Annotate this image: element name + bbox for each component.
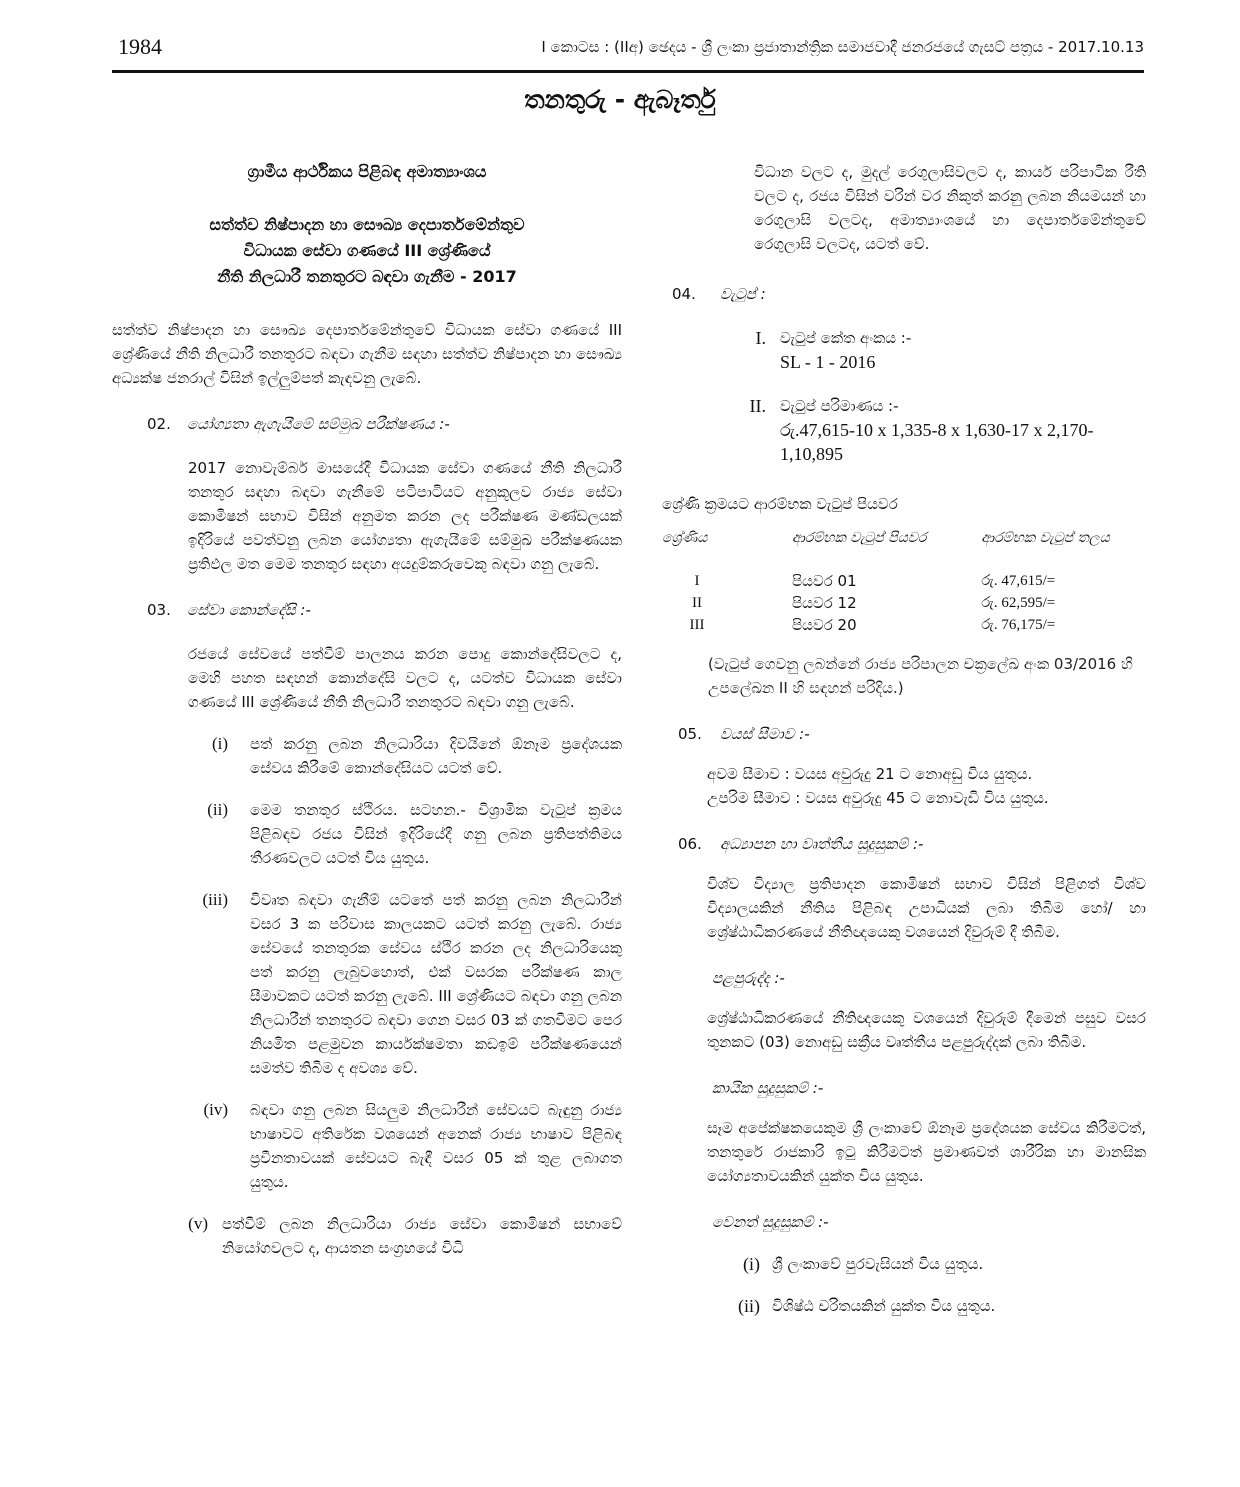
page-header — [112, 30, 1144, 73]
age-max: උපරිම සීමාව : වයස අවුරුදු 45 ට නොවැඩි විය යුතුය. — [707, 789, 1049, 807]
notice-title — [112, 212, 622, 290]
section-03-text: රජයේ සේවයේ පත්වීම් පාලනය කරන පොදු කොන්දේසිවලට ද, මෙහි පහත සඳහන් කොන්දේසි වලට ද, යටත්ව විධායක සේවා ගණයේ III ශ්‍රේණියේ නීති නිලධාරී තනතුරට බඳවා ගනු ලැබේ. — [188, 645, 622, 711]
item-roman: (ii) — [207, 800, 228, 819]
salary-code-value: SL - 1 - 2016 — [780, 352, 876, 372]
item-roman: (i) — [211, 734, 228, 753]
list-item — [662, 1252, 1146, 1276]
section-number: 03. — [147, 601, 171, 619]
section-05-heading — [662, 722, 1146, 746]
age-min: අවම සීමාව : වයස අවුරුදු 21 ට නොඅඩු විය යුතුය. — [707, 765, 1033, 783]
section-title: තනතුරු - ඇබෑර්තු — [524, 85, 716, 114]
physical-text: සෑම අපේක්ෂකයෙකුම ශ්‍රී ලංකාවේ ඕනෑම ප්‍රදේශයක සේවය කිරීමටත්, තනතුරේ රාජකාරි ඉටු කිරීමටත් ප්‍රමාණවත් ශාරීරික හා මානසික යෝග්‍යතාවයකින් යුක්ත විය යුතුය. — [707, 1119, 1146, 1185]
section-number: 02. — [147, 415, 171, 433]
amount-cell: රු. 62,595/= — [981, 595, 1056, 611]
running-title: I කොටස : (IIඅ) ඡෙදය - ශ්‍රී ලංකා ප්‍රජාතාන්ත්‍රික සමාජවාදී ජනරජයේ ගැසට් පත්‍රය - 2017.10.13 — [541, 38, 1144, 56]
list-item — [112, 1212, 622, 1260]
section-number: 05. — [678, 725, 702, 743]
list-item — [662, 1294, 1146, 1318]
section-heading: සේවා කොන්දේසි :- — [187, 601, 311, 619]
table-row — [662, 592, 1146, 614]
grade-cell: I — [694, 573, 700, 589]
salary-scale — [662, 394, 1146, 466]
other-heading: වෙනත් සුදුසුකම් :- — [712, 1213, 829, 1231]
list-item — [188, 798, 622, 870]
section-number: 06. — [678, 835, 702, 853]
section-number: 04. — [672, 285, 696, 303]
section-06-heading — [662, 832, 1146, 856]
item-text: විවෘත බඳවා ගැනීම් යටතේ පත් කරනු ලබන නිලධාරීන් වසර 3 ක පරිවාස කාලයකට යටත් කරනු ලැබේ. රාජ්‍ය සේවයේ තනතුරක සේවය ස්ථිර කරන ලද නිලධාරියෙකු පත් කරනු ලැබුවහොත්, එක් වසරක පරීක්ෂණ කාල සීමාවකට යටත් කරනු ලැබේ. III ශ්‍රේණියට බඳවා ගනු ලබන නිලධාරීන් තනතුරට බඳවා ගෙන වසර 03 ක් ගතවීමට පෙර නියමිත පළමුවන කාර්යක්ෂමතා කඩඉම් පරීක්ෂණයෙන් සමත්ව තිබීම ද අවශ්‍ය වේ. — [250, 891, 622, 1077]
experience-heading: පළපුරුද්ද :- — [712, 969, 785, 987]
grade-cell: II — [692, 595, 702, 611]
amount-cell: රු. 76,175/= — [981, 617, 1056, 633]
table-row — [662, 570, 1146, 592]
item-roman: (iii) — [202, 890, 228, 909]
ministry-name: ග්‍රාමීය ආර්ථිකය පිළිබඳ අමාත්‍යාංශය — [247, 162, 487, 181]
section-heading: වැටුප් : — [720, 285, 766, 303]
salary-note: (වැටුප් ගෙවනු ලබන්නේ රාජ්‍ය පරිපාලන චක්‍රලේඛ අංක 03/2016 හි උපලේඛන II හි සඳහන් පරිදිය.) — [708, 655, 1133, 697]
intro-paragraph: සත්ත්ව නිෂ්පාදන හා සෞඛ්‍ය දෙපාර්තමේන්තුවේ විධායක සේවා ගණයේ III ශ්‍රේණියේ නීති නිලධාරී තනතුරට බඳවා ගැනීම සඳහා සත්ත්ව නිෂ්පාදන හා සෞඛ්‍ය අධ්‍යක්ෂ ජනරාල් විසින් ඉල්ලුම්පත් කැඳවනු ලැබේ. — [112, 321, 622, 387]
grade-cell: III — [689, 617, 705, 633]
item-roman: (i) — [743, 1254, 760, 1274]
experience-text: ශ්‍රේෂ්ඨාධිකරණයේ නීතිඥයෙකු වශයෙන් දිවුරුම් දීමෙන් පසුව වසර තුනකට (03) නොඅඩු සක්‍රීය වෘත්තීය පළපුරුද්දක් ලබා තිබීම. — [707, 1009, 1146, 1051]
item-text: ශ්‍රී ලංකාවේ පුරවැසියන් විය යුතුය. — [772, 1255, 984, 1273]
step-cell: පියවර 12 — [792, 594, 857, 612]
column-header: ආරම්භක වැටුප් තලය — [981, 530, 1110, 546]
section-heading: වයස් සීමාව :- — [720, 725, 810, 743]
left-column — [112, 160, 622, 1260]
item-roman: (v) — [188, 1214, 208, 1233]
column-header: ආරම්භක වැටුප් පියවර — [792, 530, 927, 546]
step-cell: පියවර 01 — [792, 572, 857, 590]
salary-code-label: වැටුප් කේත අංකය :- — [780, 329, 912, 347]
item-text: මෙම තනතුර ස්ථිරය. සටහන.- විශ්‍රාමික වැටුප් ක්‍රමය පිළිබඳව රජය විසින් ඉදිරියේදී ගනු ලබන ප්‍රතිපත්තිමය තීරණවලට යටත් විය යුතුය. — [250, 801, 622, 867]
item-roman: II. — [749, 396, 766, 416]
list-item — [188, 888, 622, 1080]
item-roman: I. — [755, 328, 766, 348]
section-03-heading — [112, 598, 622, 622]
salary-scale-value: රු.47,615-10 x 1,335-8 x 1,630-17 x 2,170-1,10,895 — [780, 420, 1094, 464]
table-row — [662, 614, 1146, 636]
list-item — [188, 1098, 622, 1194]
conditions-list — [112, 732, 622, 1194]
section-04-heading — [662, 282, 1146, 306]
salary-step-table — [662, 526, 1146, 636]
section-02-heading — [112, 412, 622, 436]
item-roman: (iv) — [203, 1100, 228, 1119]
notice-title-line: විධායක සේවා ගණයේ III ශ්‍රේණියේ — [243, 241, 491, 260]
notice-title-line: සත්ත්ව නිෂ්පාදන හා සෞඛ්‍ය දෙපාර්තමේන්තුව — [209, 215, 525, 234]
salary-scale-label: වැටුප් පරිමාණය :- — [780, 397, 899, 415]
item-text: බඳවා ගනු ලබන සියලුම නිලධාරීන් සේවයට බැඳුනු රාජ්‍ය භාෂාවට අතිරේක වශයෙන් අනෙක් රාජ්‍ය භාෂාව පිළිබඳ ප්‍රවීනතාවයක් සේවයට බැඳී වසර 05 ක් තුළ ලබාගත යුතුය. — [250, 1101, 622, 1191]
salary-code — [662, 326, 1146, 374]
right-column — [662, 160, 1146, 1318]
physical-heading: කායික සුදුසුකම් :- — [712, 1079, 824, 1097]
section-heading: අධ්‍යාපන හා වෘත්තීය සුදුසුකම් :- — [720, 835, 924, 853]
initial-step-heading: ශ්‍රේණි ක්‍රමයට ආරම්භක වැටුප් පියවර — [662, 495, 898, 513]
item-text: විශිෂ්ඨ චරිතයකින් යුක්ත විය යුතුය. — [772, 1297, 996, 1315]
notice-title-line: නීති නිලධාරී තනතුරට බඳවා ගැනීම - 2017 — [217, 267, 517, 286]
item-text: පත් කරනු ලබන නිලධාරියා දිවයිනේ ඕනෑම ප්‍රදේශයක සේවය කිරීමේ කොන්දේසියට යටත් වේ. — [250, 735, 622, 777]
education-text: විශ්ව විද්‍යාල ප්‍රතිපාදන කොමිෂන් සභාව විසින් පිළිගත් විශ්ව විද්‍යාලයකින් නීතිය පිළිබඳ උපාධියක් ලබා තිබීම හෝ/ හා ශ්‍රේෂ්ඨාධිකරණයේ නීතිඥයෙකු වශයෙන් දිවුරුම් දී තිබීම. — [707, 875, 1146, 941]
item-text: පත්වීම් ලබන නිලධාරියා රාජ්‍ය සේවා කොමිෂන් සභාවේ නියෝගවලට ද, ආයතන සංග්‍රහයේ විධි — [222, 1215, 622, 1257]
column-header: ශ්‍රේණිය — [662, 530, 708, 546]
section-02-text: 2017 නොවැම්බර් මාසයේදී විධායක සේවා ගණයේ නීති නිලධාරී තනතුර සඳහා බඳවා ගැනීමේ පටිපාටියට අනුකූලව රාජ්‍ය සේවා කොමිෂන් සභාව විසින් අනුමත කරන ලද පරීක්ෂණ මණ්ඩලයක් ඉදිරියේ පවත්වනු ලබන යෝග්‍යතා ඇගැයීමේ සම්මුඛ පරීක්ෂණයක ප්‍රතිඵල මත මෙම තනතුර සඳහා අයදුම්කරුවෙකු බඳවා ගනු ලැබේ. — [188, 459, 622, 573]
section-heading: යෝග්‍යතා ඇගැයීමේ සම්මුඛ පරීක්ෂණය :- — [187, 415, 450, 433]
item-roman: (ii) — [738, 1296, 760, 1316]
age-limits — [662, 762, 1146, 810]
table-header-row — [662, 526, 1146, 570]
amount-cell: රු. 47,615/= — [981, 573, 1056, 589]
list-item — [188, 732, 622, 780]
step-cell: පියවර 20 — [792, 616, 857, 634]
page-number: 1984 — [118, 34, 162, 59]
item-v-continued: විධාන වලට ද, මුදල් රෙගුලාසිවලට ද, කාර්ය පරිපාටික රීති වලට ද, රජය විසින් වරින් වර නිකුත් කරනු ලබන නියමයන් හා රෙගුලාසි වලටද, අමාත්‍යාංශයේ හා දෙපාර්තමේන්තුවේ රෙගුලාසි වලටද, යටත් වේ. — [754, 163, 1146, 253]
